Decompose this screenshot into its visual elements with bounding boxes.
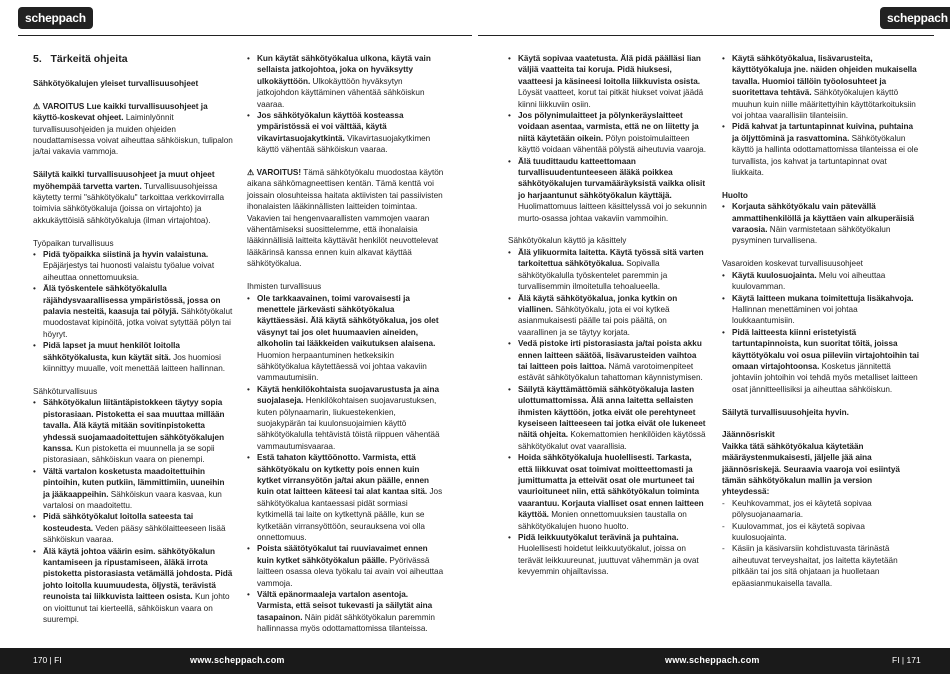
list-item: • Käytä laitteen mukana toimitettuja lisäkahvoja. Hallinnan menettäminen voi johtaa loukkaantumisiin.	[722, 293, 919, 327]
brand-logo: scheppach	[18, 7, 93, 29]
paragraph: Säilytä kaikki turvallisuusohjeet ja muut ohjeet myöhempää tarvetta varten. Turvallisuusohjeissa käytetty termi "sähkötyökalu" tarkoittaa verkkovirralla toimivia sähkötyökaluja (joissa on virtajohto) ja akkukäyttöisiä sähkötyökaluja (ilman virtajohtoa).	[33, 170, 225, 225]
brand-logo: scheppach	[880, 7, 950, 29]
list-item: • Säilytä käyttämättömiä sähkötyökaluja lasten ulottumattomissa. Älä anna laitetta sellaisten ihmisten käyttöön, jotka eivät ole perehtyneet kyseiseen laitteeseen tai jotka eivät ole lukeneet näitä ohjeita. Kokemattomien henkilöiden käytössä sähkötyökalut ovat vaarallisia.	[508, 384, 708, 452]
dash-list	[722, 498, 919, 589]
bullet-list	[33, 249, 233, 374]
list-item: • Käytä sopivaa vaatetusta. Älä pidä päälläsi lian väljiä vaatteita tai koruja. Pidä hiuksesi, vaatteesi ja käsineesi loitolla liikkuvista osista. Löysät vaatteet, korut tai pitkät hiukset voivat jäädä kiinni liikkuviin osiin.	[508, 53, 708, 110]
website-link[interactable]: www.scheppach.com	[190, 655, 285, 665]
list-item: • Sähkötyökalun liitäntäpistokkeen täytyy sopia pistorasiaan. Pistoketta ei saa muuttaa millään tavalla. Älä käytä mitään sovitinpistoketta yhdessä suojamaadoitettujen sähkötyökalujen kanssa. Kun pistoketta ei muunnella ja se sopii pistorasiaan, sähköiskun vaara on pienempi.	[33, 397, 233, 465]
column-3	[508, 53, 708, 578]
section-heading: Sähkötyökalujen yleiset turvallisuusohjeet	[33, 79, 199, 88]
list-item: • Pidä kahvat ja tartuntapinnat kuivina, puhtaina ja öljyttöminä ja rasvattomina. Sähkötyökalun käyttö ja hallinta odottamattomissa tilanteissa ei ole turvallista, jos kahvat ja tartuntapinnat ovat liukkaita.	[722, 121, 919, 178]
list-item: • Poista säätötyökalut tai ruuviavaimet ennen kuin kytket sähkötyökalun päälle. Pyörivässä laitteen osassa oleva työkalu tai avain voi aiheuttaa vammoja.	[247, 543, 444, 589]
bullet-list	[247, 53, 444, 156]
section-heading: Jäännösriskit	[722, 430, 775, 440]
list-item: • Vedä pistoke irti pistorasiasta ja/tai poista akku ennen laitteen säätöä, lisävarusteiden vaihtoa tai laitteen pois laittoa. Nämä varotoimenpiteet estävät sähkötyökalun tahattoman käynnistymisen.	[508, 338, 708, 384]
bullet-list	[247, 293, 444, 635]
list-item: • Älä käytä sähkötyökalua, jonka kytkin on viallinen. Sähkötyökalu, jota ei voi kytkeä asianmukaisesti päälle tai pois päältä, on vaarallinen ja se täytyy korjata.	[508, 293, 708, 339]
list-item: • Vältä epänormaaleja vartalon asentoja. Varmista, että seisot tukevasti ja säilytät aina tasapainon. Näin pidät sähkötyökalun paremmin hallinnassa myös odottamattomissa tilanteissa.	[247, 589, 444, 635]
list-item: - Keuhkovammat, jos ei käytetä sopivaa pölysuojanaamaria.	[722, 498, 919, 521]
list-item: • Ole tarkkaavainen, toimi varovaisesti ja menettele järkevästi sähkötyökalua käyttäessäsi. Älä käytä sähkötyökalua, jos olet väsynyt tai jos olet huumaavien aineiden, alkoholin tai lääkkeiden vaikutuksen alaisena. Huomion herpaantuminen hetkeksikin sähkötyökalua käytettäessä voi johtaa vakaviin vammautumisiin.	[247, 293, 444, 384]
page-number: FI | 171	[892, 655, 921, 665]
paragraph: Vaikka tätä sähkötyökalua käytetään määräystenmukaisesti, jäljelle jää aina jäännösriskejä. Seuraavia vaaroja voi esiintyä tämän sähkötyökalun mallin ja version yhteydessä:	[722, 441, 900, 497]
list-item: • Pidä sähkötyökalut loitolla sateesta tai kosteudesta. Veden pääsy sähkölaitteeseen lisää sähköiskun vaaraa.	[33, 511, 233, 545]
list-item: • Hoida sähkötyökaluja huolellisesti. Tarkasta, että liikkuvat osat toimivat moitteettomasti ja jumittumatta ja etteivät osat ole murtuneet tai vaurioituneet niin, että sähkötyökalun toiminta vaarantuu. Korjauta vialliset osat ennen laitteen käyttöä. Monien onnettomuuksien taustalla on sähkötyökalujen huono huolto.	[508, 452, 708, 532]
list-item: • Jos pölynimulaitteet ja pölynkeräyslaitteet voidaan asentaa, varmista, että ne on liitetty ja niitä käytetään oikein. Pölyn poistoimulaitteen käyttö voidaan vähentää pölystä aiheutuvia vaaroja.	[508, 110, 708, 156]
website-link[interactable]: www.scheppach.com	[665, 655, 760, 665]
section-heading: Työpaikan turvallisuus	[33, 238, 114, 248]
list-item: • Älä työskentele sähkötyökalulla räjähdysvaarallisessa ympäristössä, jossa on palavia nesteitä, kaasuja tai pölyjä. Sähkötyökalut muodostavat kipinöitä, jotka voivat sytyttää pölyn tai höyryt.	[33, 283, 233, 340]
list-item: • Pidä lapset ja muut henkilöt loitolla sähkötyökalusta, kun käytät sitä. Jos huomiosi kiinnittyy muualle, voit menettää laitteen hallinnan.	[33, 340, 233, 374]
list-item: • Pidä leikkuutyökalut terävinä ja puhtaina. Huolellisesti hoidetut leikkuutyökalut, joissa on terävät leikkuureunat, juuttuvat vähemmän ja ovat kevyemmin ohjailtavissa.	[508, 532, 708, 578]
list-item: • Pidä työpaikka siistinä ja hyvin valaistuna. Epäjärjestys tai huonosti valaistu työalue voivat aiheuttaa onnettomuuksia.	[33, 249, 233, 283]
list-item: • Käytä kuulosuojainta. Melu voi aiheuttaa kuulovamman.	[722, 270, 919, 293]
list-item: • Korjauta sähkötyökalu vain pätevällä ammattihenkilöllä ja käyttäen vain alkuperäisiä varaosia. Näin varmistetaan sähkötyökalun pysyminen turvallisena.	[722, 201, 919, 247]
page-number: 170 | FI	[33, 655, 62, 665]
bullet-list	[33, 397, 233, 625]
warning-paragraph: ⚠ VAROITUS! Tämä sähkötyökalu muodostaa käytön aikana sähkömagneettisen kentän. Tämä kenttä voi joissain olosuhteissa haitata aktiivisten tai passiivisten ihonalaisten lääkinnällisten laitteiden toimintaa. Vakavien tai hengenvaarallisten vammojen vaaran vähentämiseksi suosittelemme, että ihonalaisia lääkinnällisiä laitteita käyttävät henkilöt neuvottelevat lääkärinsä kanssa ennen kuin alkavat käyttää sähkötyökalua.	[247, 168, 444, 269]
column-4	[722, 53, 919, 589]
header-rule	[18, 35, 472, 36]
list-item: • Käytä henkilökohtaista suojavarustusta ja aina suojalaseja. Henkilökohtaisen suojavarustuksen, kuten pölynaamarin, liukuestekenkien, suojakypärän tai kuulonsuojaimien käyttö sähkötyökalulla tehtävistä töistä riippuen vähentää vammautumisvaaraa.	[247, 384, 444, 452]
list-item: - Käsiin ja käsivarsiin kohdistuvasta tärinästä aiheutuvat terveyshaitat, jos laitetta käytetään pitkään tai jos sitä ohjataan ja huolletaan epäasianmukaisella tavalla.	[722, 543, 919, 589]
list-item: • Älä käytä johtoa väärin esim. sähkötyökalun kantamiseen ja ripustamiseen, äläkä irrota pistoketta pistorasiasta vetämällä johdosta. Pidä johto loitolla kuumuudesta, öljystä, terävistä reunoista tai liikkuvista laitteen osista. Kun johto on vioittunut tai kierteellä, sähköiskun vaara on suurempi.	[33, 546, 233, 626]
bullet-list	[722, 201, 919, 247]
section-heading: Sähköturvallisuus	[33, 386, 98, 396]
warning-icon: ⚠	[33, 101, 43, 111]
list-item: • Käytä sähkötyökalua, lisävarusteita, käyttötyökaluja jne. näiden ohjeiden mukaisella tavalla. Huomioi tällöin työolosuhteet ja suoritettava tehtävä. Sähkötyökalujen käyttö muuhun kuin niille määritettyihin käyttötarkoituksiin voi johtaa vaarallisiin tilanteisiin.	[722, 53, 919, 121]
warning-paragraph: ⚠ VAROITUS Lue kaikki turvallisuusohjeet ja käyttö-koskevat ohjeet. Laiminlyönnit turvallisuusohjeiden ja muiden ohjeiden noudattamisessa voivat aiheuttaa sähköiskun, tulipalon ja/tai vakavia vammoja.	[33, 101, 233, 157]
list-item: • Älä ylikuormita laitetta. Käytä työssä sitä varten tarkoitettua sähkötyökalua. Sopivalla sähkötyökalulla työskentelet paremmin ja turvallisemmin ilmoitetulla tehoalueella.	[508, 247, 708, 293]
bullet-list	[508, 53, 708, 224]
section-title: 5. Tärkeitä ohjeita	[33, 53, 128, 65]
list-item: • Kun käytät sähkötyökalua ulkona, käytä vain sellaista jatkojohtoa, joka on hyväksytty ulkokäyttöön. Ulkokäyttöön hyväksytyn jatkojohdon käyttäminen vähentää sähköiskun vaaraa.	[247, 53, 444, 110]
column-1	[33, 53, 233, 625]
paragraph: Säilytä turvallisuusohjeita hyvin.	[722, 407, 849, 417]
warning-icon: ⚠	[247, 168, 257, 178]
header-rule	[478, 35, 934, 36]
bullet-list	[722, 53, 919, 178]
list-item: • Estä tahaton käyttöönotto. Varmista, että sähkötyökalu on kytketty pois ennen kuin kytket virransyötön ja/tai akun päälle, ennen kuin otat laitteen käteesi tai alat kantaa sitä. Jos sähkötyökalua kantaessasi pidät sormiasi kytkimellä tai laite on kytkettynä päälle, kun se kytketään virransyöttöön, seurauksena voi olla onnettomuus.	[247, 452, 444, 543]
list-item: - Kuulovammat, jos ei käytetä sopivaa kuulosuojainta.	[722, 521, 919, 544]
bullet-list	[722, 270, 919, 395]
list-item: • Pidä laitteesta kiinni eristetyistä tartuntapinnoista, kun suoritat töitä, joissa käyttötyökalu voi osua piileviin virtajohtoihin tai omaan virtajohtoonsa. Kosketus jännitettä johtaviin johtoihin voi tehdä myös metalliset laitteen osat jännitteellisiksi ja aiheuttaa sähköiskun.	[722, 327, 919, 395]
column-2	[247, 53, 444, 635]
section-heading: Vasaroiden koskevat turvallisuusohjeet	[722, 259, 863, 269]
footer-bar	[0, 648, 950, 674]
list-item: • Vältä vartalon kosketusta maadoitettuihin pintoihin, kuten putkiin, lämmittimiin, uuneihin ja jääkaappeihin. Sähköiskun vaara kasvaa, kun vartalosi on maadoitettu.	[33, 466, 233, 512]
list-item: • Älä tuudittaudu katteettomaan turvallisuudentunteeseen äläkä poikkea sähkötyökalujen turvamääräyksistä vaikka olisit jo harjaantunut sähkötyökalun käyttäjä. Huolimattomuus laitteen käsittelyssä voi jo sekunnin murto-osassa johtaa vakaviin vammoihin.	[508, 156, 708, 224]
section-heading: Ihmisten turvallisuus	[247, 282, 322, 292]
list-item: • Jos sähkötyökalun käyttöä kosteassa ympäristössä ei voi välttää, käytä vikavirtasuojakytkintä. Vikavirtasuojakytkimen käyttö vähentää sähköiskun vaaraa.	[247, 110, 444, 156]
bullet-list	[508, 247, 708, 578]
section-heading: Huolto	[722, 190, 748, 200]
section-heading: Sähkötyökalun käyttö ja käsittely	[508, 236, 627, 246]
